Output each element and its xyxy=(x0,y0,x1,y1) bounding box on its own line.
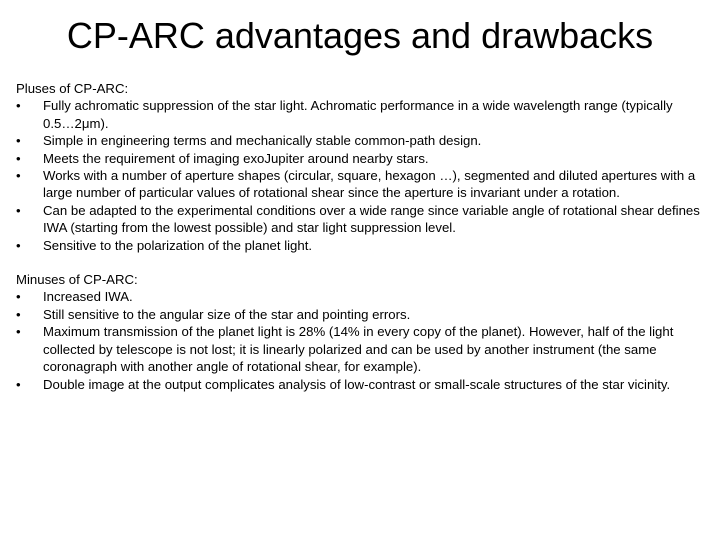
slide-title: CP-ARC advantages and drawbacks xyxy=(66,15,654,56)
list-item-text: Can be adapted to the experimental conditions over a wide range since variable angle of rotational shear defines IWA (starting from the lowest possible) and star light suppression level. xyxy=(43,202,700,236)
bullet-icon: • xyxy=(16,150,21,166)
list-item xyxy=(16,97,706,132)
list-item-text: Works with a number of aperture shapes (circular, square, hexagon …), segmented and diluted apertures with a large number of particular values of rotational shear since the aperture is invariant under a rotation. xyxy=(43,168,696,201)
pluses-heading: Pluses of CP-ARC: xyxy=(16,81,129,96)
list-item-text: Maximum transmission of the planet light is 28% (14% in every copy of the planet). However, half of the light collected by telescope is not lost; it is linearly polarized and can be used by another instrument (the same coronagraph with another angle of rotational shear, for example). xyxy=(43,324,674,375)
list-item xyxy=(16,150,706,167)
list-item xyxy=(16,288,706,305)
bullet-icon: • xyxy=(16,324,21,340)
list-item xyxy=(16,132,706,149)
minuses-list xyxy=(16,288,706,392)
list-item-text: Increased IWA. xyxy=(43,289,133,305)
list-item-text: Sensitive to the polarization of the planet light. xyxy=(43,237,313,253)
pluses-list xyxy=(16,97,706,254)
bullet-icon: • xyxy=(16,202,21,218)
list-item xyxy=(16,237,706,254)
bullet-icon: • xyxy=(16,306,21,322)
bullet-icon: • xyxy=(16,289,21,305)
minuses-heading: Minuses of CP-ARC: xyxy=(16,272,138,288)
list-item-text: Fully achromatic suppression of the star light. Achromatic performance in a wide wavelength range (typically 0.5…2μm). xyxy=(43,98,673,131)
list-item-text: Double image at the output complicates analysis of low-contrast or small-scale structures of the star vicinity. xyxy=(43,376,671,392)
list-item xyxy=(16,306,706,323)
list-item xyxy=(16,376,706,393)
list-item xyxy=(16,202,706,237)
list-item-text: Simple in engineering terms and mechanically stable common-path design. xyxy=(43,133,482,149)
section-spacer xyxy=(16,254,706,271)
bullet-icon: • xyxy=(16,237,21,253)
bullet-icon: • xyxy=(16,133,21,149)
bullet-icon: • xyxy=(16,98,21,114)
list-item-text: Still sensitive to the angular size of the star and pointing errors. xyxy=(43,306,411,322)
list-item-text: Meets the requirement of imaging exoJupiter around nearby stars. xyxy=(43,150,429,166)
slide-content xyxy=(16,80,706,393)
list-item xyxy=(16,323,706,375)
bullet-icon: • xyxy=(16,376,21,392)
bullet-icon: • xyxy=(16,168,21,184)
list-item xyxy=(16,167,706,202)
